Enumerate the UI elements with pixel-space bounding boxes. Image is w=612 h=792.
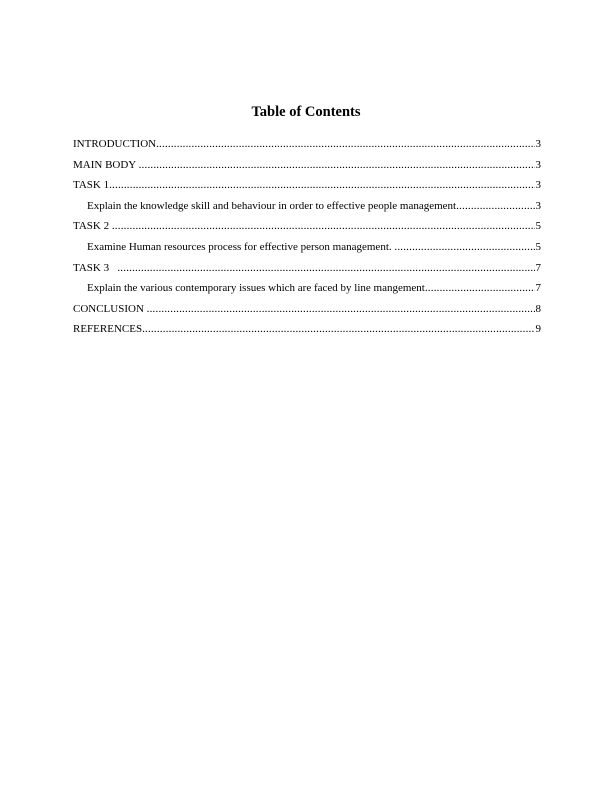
toc-entry-label: TASK 3 [73, 261, 118, 274]
toc-title: Table of Contents [251, 104, 361, 120]
toc-entry-label: TASK 2 [73, 220, 112, 233]
toc-entry-label: Explain the knowledge skill and behaviour in order to effective people management [87, 199, 457, 212]
toc-entry-task-3-subsection[interactable] [73, 278, 541, 299]
toc-entry-main-body[interactable] [73, 155, 541, 176]
toc-entry-introduction[interactable] [73, 134, 541, 155]
toc-entry-task-2-subsection[interactable] [73, 237, 541, 258]
toc-entry-task-1-subsection[interactable] [73, 196, 541, 217]
toc-page-number: 5 [535, 220, 541, 233]
toc-page-number: 3 [535, 138, 541, 150]
toc-page-number: 3 [535, 199, 541, 212]
toc-entry-label: INTRODUCTION [73, 138, 157, 150]
toc-page-number: 3 [535, 179, 541, 192]
toc-page-number: 5 [535, 240, 541, 253]
toc-dot-leader [147, 299, 535, 320]
toc-entry-label: MAIN BODY [73, 158, 139, 171]
toc-dot-leader [117, 258, 534, 279]
toc-entry-references[interactable] [73, 319, 541, 340]
toc-entry-task-1[interactable] [73, 175, 541, 196]
toc-dot-leader [109, 175, 534, 196]
toc-page-number: 7 [535, 282, 541, 295]
toc-dot-leader [394, 237, 534, 258]
toc-page-number: 9 [535, 323, 541, 336]
toc-dot-leader [156, 134, 534, 155]
toc-dot-leader [139, 155, 535, 176]
toc-entry-label: TASK 1 [73, 179, 110, 192]
toc-dot-leader [142, 319, 534, 340]
toc-dot-leader [456, 196, 534, 217]
toc-dot-leader [425, 278, 535, 299]
toc-entry-task-2[interactable] [73, 216, 541, 237]
toc-page-number: 8 [535, 302, 541, 315]
toc-entry-task-3[interactable] [73, 258, 541, 279]
toc-page-number: 3 [535, 158, 541, 171]
toc-entry-label: CONCLUSION [73, 302, 147, 315]
toc-entry-conclusion[interactable] [73, 299, 541, 320]
toc-entry-label: Explain the various contemporary issues which are faced by line mangement [87, 282, 425, 295]
toc-dot-leader [112, 216, 535, 237]
toc-entry-label: REFERENCES [73, 323, 143, 336]
toc-entry-label: Examine Human resources process for effective person management. [87, 240, 395, 253]
toc-page-number: 7 [535, 261, 541, 274]
toc-list [73, 134, 541, 340]
